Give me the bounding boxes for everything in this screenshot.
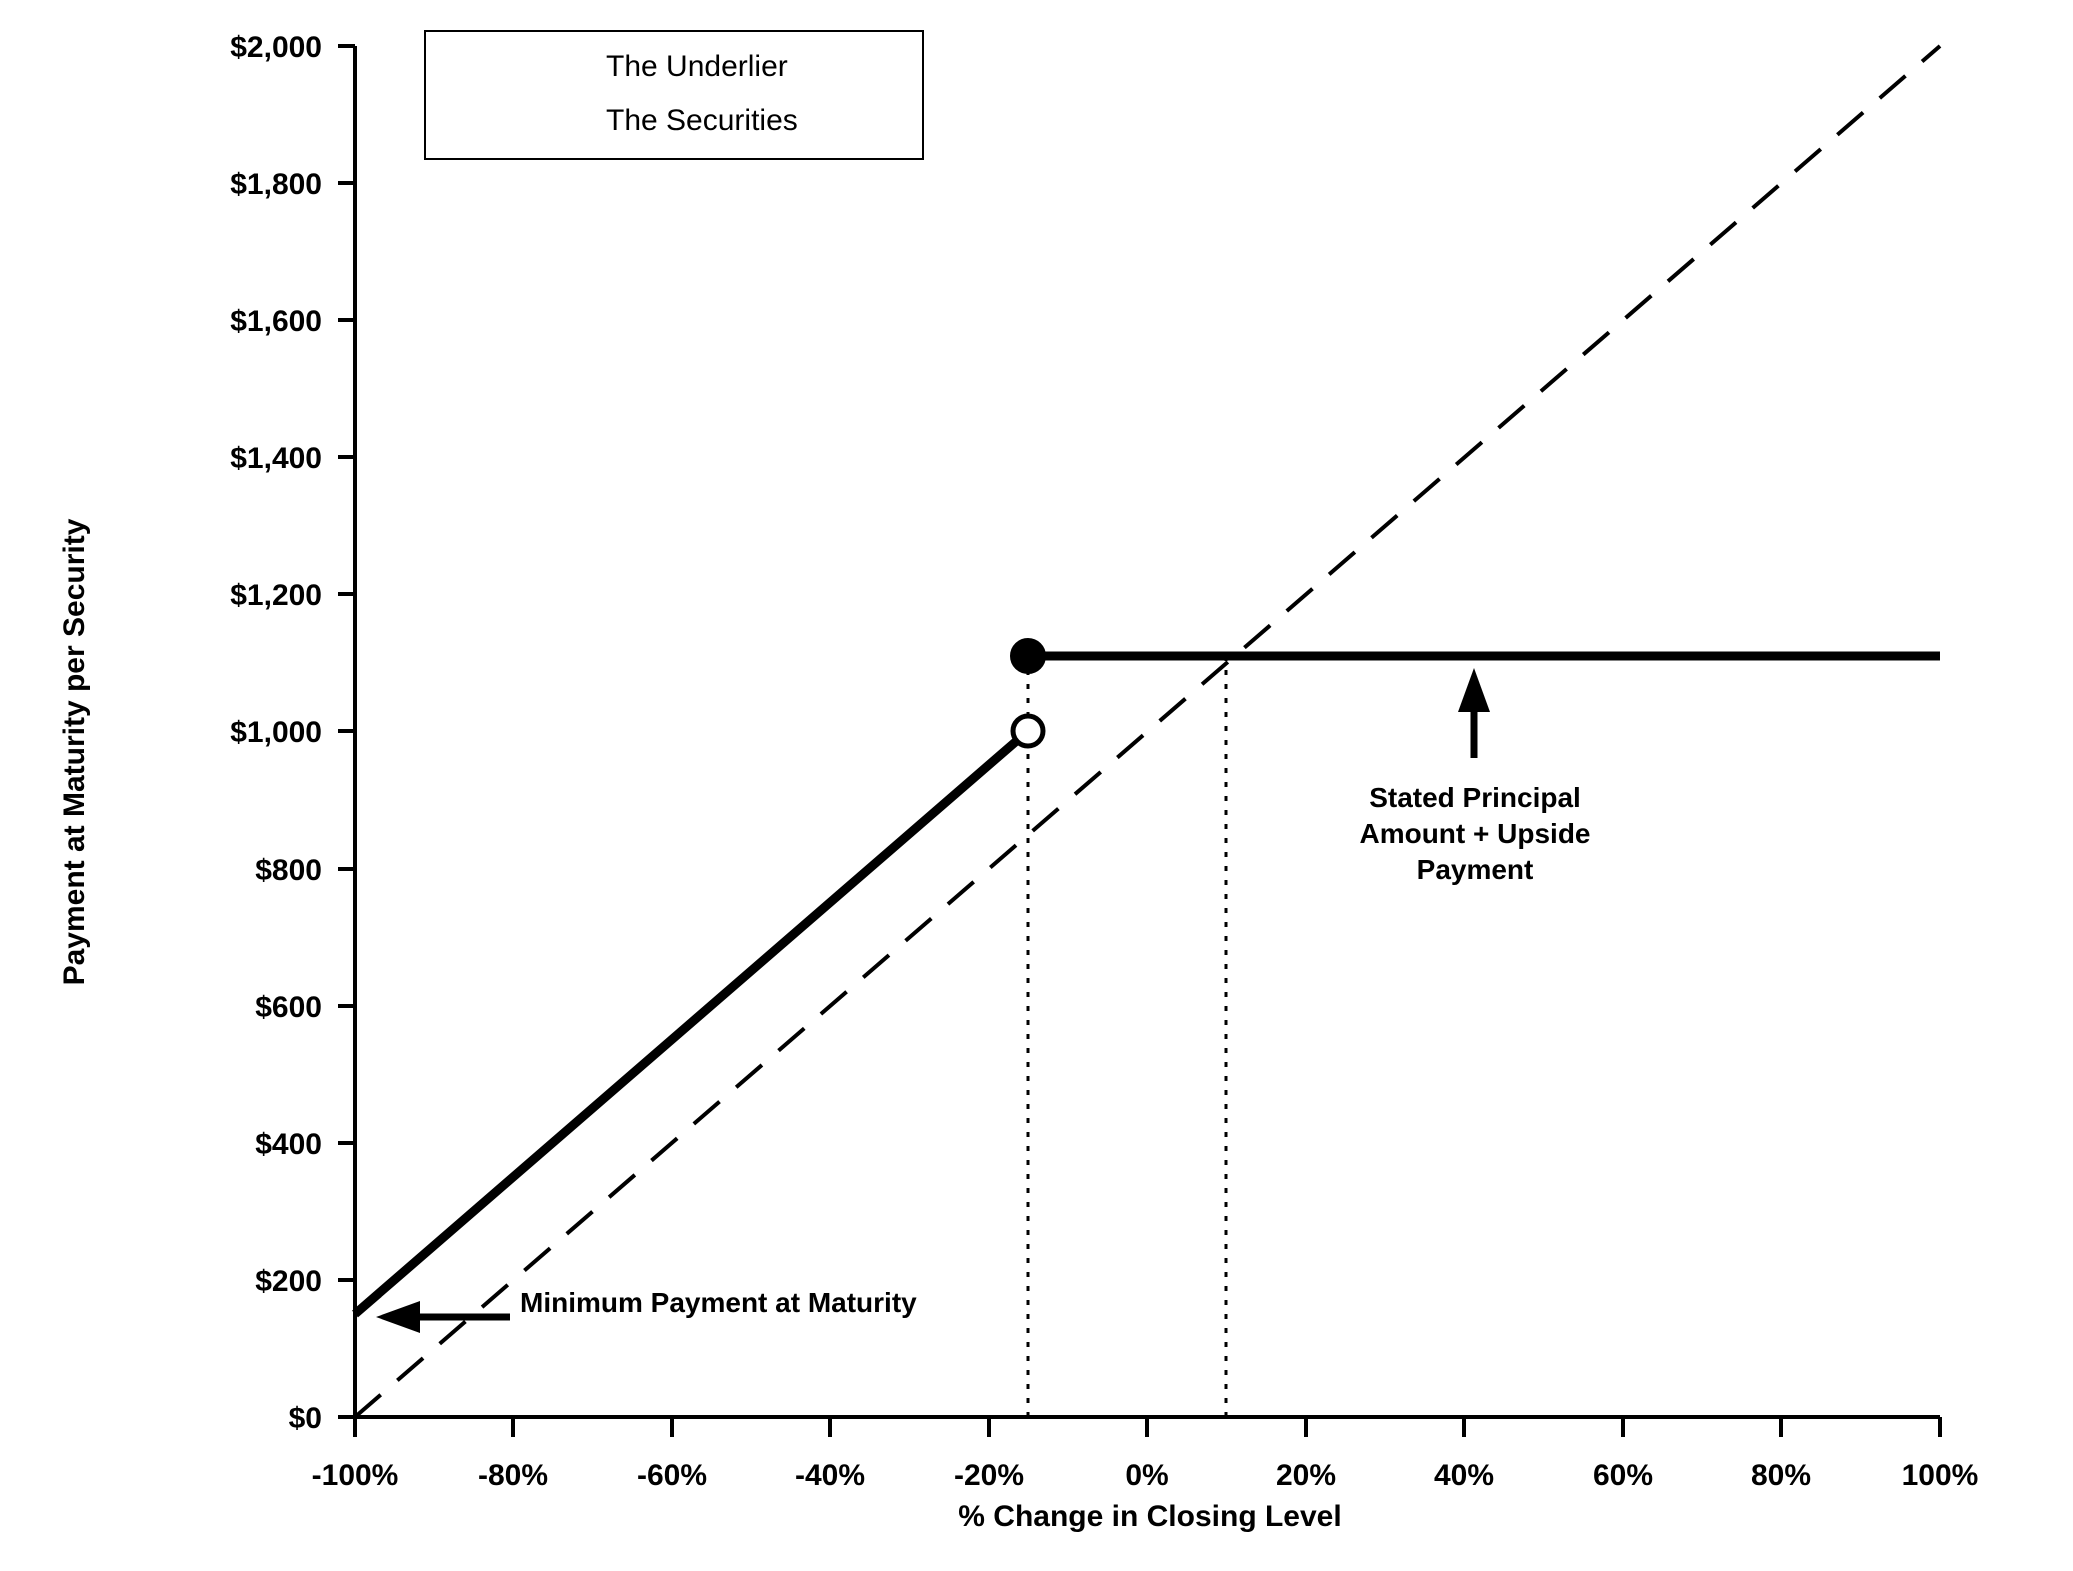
y-axis-title: Payment at Maturity per Security xyxy=(58,518,91,986)
y-tick-label: $1,600 xyxy=(230,305,322,338)
y-tick-label: $0 xyxy=(288,1402,322,1435)
x-tick-label: -40% xyxy=(794,1459,866,1492)
y-tick-label: $400 xyxy=(255,1128,322,1161)
y-tick-labels xyxy=(230,31,322,1435)
legend-label-securities: The Securities xyxy=(606,104,798,137)
series-underlier-line xyxy=(355,46,1940,1417)
x-tick-label: 20% xyxy=(1275,1459,1337,1492)
legend-entry-securities xyxy=(426,104,922,154)
y-tick-label: $200 xyxy=(255,1265,322,1298)
stated-principal-annotation xyxy=(1325,780,1625,887)
y-tick-label: $2,000 xyxy=(230,31,322,64)
chart-legend xyxy=(424,30,924,160)
x-tick-label: 80% xyxy=(1750,1459,1812,1492)
filled-circle-breakpoint-marker xyxy=(1012,640,1044,672)
up-arrow-icon xyxy=(1458,668,1490,758)
stated-principal-line-1: Stated Principal xyxy=(1369,782,1581,813)
x-tick-label: 0% xyxy=(1125,1459,1169,1492)
y-tick-label: $800 xyxy=(255,854,322,887)
stated-principal-line-3: Payment xyxy=(1416,853,1534,885)
x-tick-labels xyxy=(312,1459,1979,1492)
y-tick-label: $1,800 xyxy=(230,168,322,201)
legend-label-underlier: The Underlier xyxy=(606,50,788,83)
left-arrow-icon xyxy=(376,1301,510,1333)
y-tick-label: $1,400 xyxy=(230,442,322,475)
y-ticks xyxy=(338,46,355,1417)
legend-entry-underlier xyxy=(426,50,922,100)
y-tick-label: $1,000 xyxy=(230,716,322,749)
stated-principal-line-2: Amount + Upside xyxy=(1359,817,1591,849)
x-tick-label: 60% xyxy=(1592,1459,1654,1492)
minimum-payment-annotation: Minimum Payment at Maturity xyxy=(520,1287,917,1318)
x-tick-label: -80% xyxy=(477,1459,549,1492)
x-axis-title: % Change in Closing Level xyxy=(958,1500,1342,1533)
x-tick-label: 40% xyxy=(1433,1459,1495,1492)
x-tick-label: -20% xyxy=(953,1459,1025,1492)
series-securities-sloped xyxy=(355,731,1028,1314)
y-tick-label: $600 xyxy=(255,991,322,1024)
x-tick-label: -100% xyxy=(311,1459,399,1492)
x-tick-label: 100% xyxy=(1901,1459,1979,1492)
open-circle-breakpoint-marker xyxy=(1013,716,1043,746)
x-ticks xyxy=(355,1417,1940,1437)
x-tick-label: -60% xyxy=(636,1459,708,1492)
y-tick-label: $1,200 xyxy=(230,579,322,612)
